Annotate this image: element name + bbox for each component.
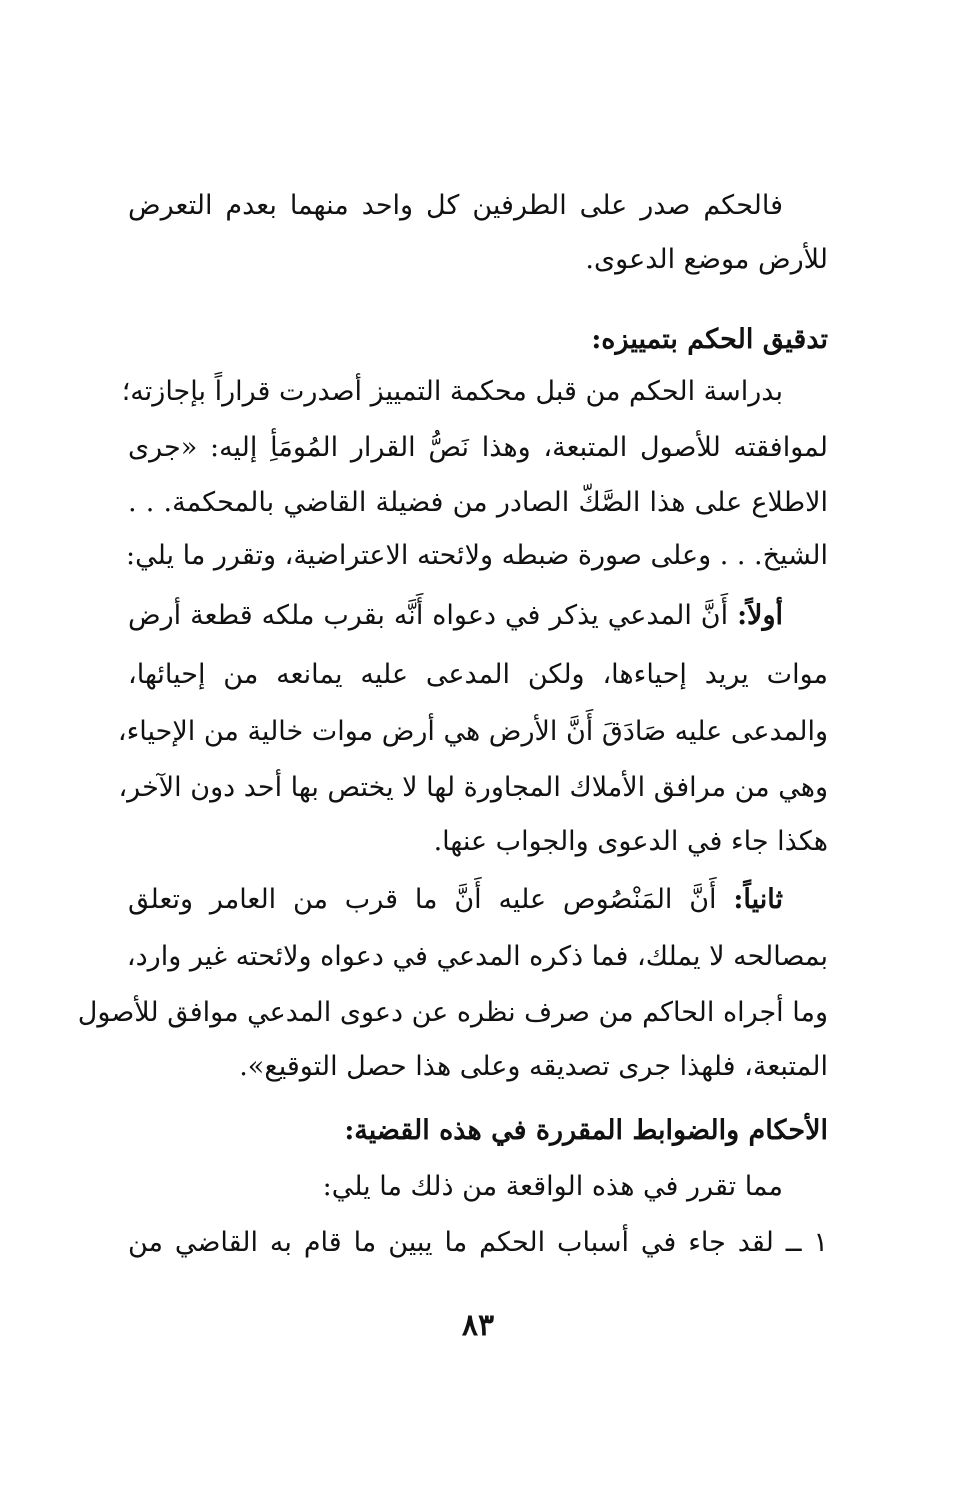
paragraph-line: الشيخ. . . وعلى صورة ضبطه ولائحته الاعتراضية، وتقرر ما يلي: (125, 540, 828, 571)
paragraph-line (121, 372, 828, 412)
paragraph-line: والمدعى عليه صَادَقَ أَنَّ الأرض هي أرض موات خالية من الإحياء، (117, 716, 828, 747)
section-heading: تدقيق الحكم بتمييزه: (591, 324, 828, 355)
second-point-content (128, 880, 783, 920)
paragraph-line: وهي من مرافق الأملاك المجاورة لها لا يختص بها أحد دون الآخر، (118, 772, 828, 803)
list-item-line: ١ ــ لقد جاء في أسباب الحكم ما يبين ما قام به القاضي من (128, 1227, 828, 1258)
paragraph-line: هكذا جاء في الدعوى والجواب عنها. (433, 826, 828, 857)
paragraph-line: وما أجراه الحاكم من صرف نظره عن دعوى المدعي موافق للأصول (77, 997, 828, 1028)
line-text: فالحكم صدر على الطرفين كل واحد منهما بعدم التعرض (128, 190, 783, 221)
paragraph-line (128, 1167, 828, 1207)
paragraph-line: بمصالحه لا يملك، فما ذكره المدعي في دعواه ولائحته غير وارد، (126, 941, 828, 972)
paragraph-line: الاطلاع على هذا الصَّكّ الصادر من فضيلة القاضي بالمحكمة. . . (128, 487, 828, 518)
line-text: مما تقرر في هذه الواقعة من ذلك ما يلي: (322, 1171, 783, 1202)
first-point-line (128, 596, 828, 636)
paragraph-line (128, 186, 828, 226)
page-number: ٨٣ (461, 1308, 495, 1343)
second-point-text: أَنَّ المَنْصُوص عليه أَنَّ ما قرب من العامر وتعلق (128, 884, 717, 915)
first-point-label: أولاً: (737, 600, 783, 631)
paragraph-line: المتبعة، فلهذا جرى تصديقه وعلى هذا حصل التوقيع». (239, 1051, 828, 1082)
first-point-content (128, 596, 783, 636)
second-point-label: ثانياً: (733, 884, 783, 915)
paragraph-line: موات يريد إحياءها، ولكن المدعى عليه يمانعه من إحيائها، (128, 659, 828, 690)
paragraph-line: للأرض موضع الدعوى. (585, 244, 828, 275)
line-text: بدراسة الحكم من قبل محكمة التمييز أصدرت قراراً بإجازته؛ (121, 376, 783, 407)
paragraph-line: لموافقته للأصول المتبعة، وهذا نَصُّ القرار المُومَأِ إليه: «جرى (128, 432, 828, 463)
first-point-text: أَنَّ المدعي يذكر في دعواه أَنَّه بقرب ملكه قطعة أرض (128, 600, 729, 631)
second-point-line (128, 880, 828, 920)
section-heading: الأحكام والضوابط المقررة في هذه القضية: (344, 1115, 828, 1146)
